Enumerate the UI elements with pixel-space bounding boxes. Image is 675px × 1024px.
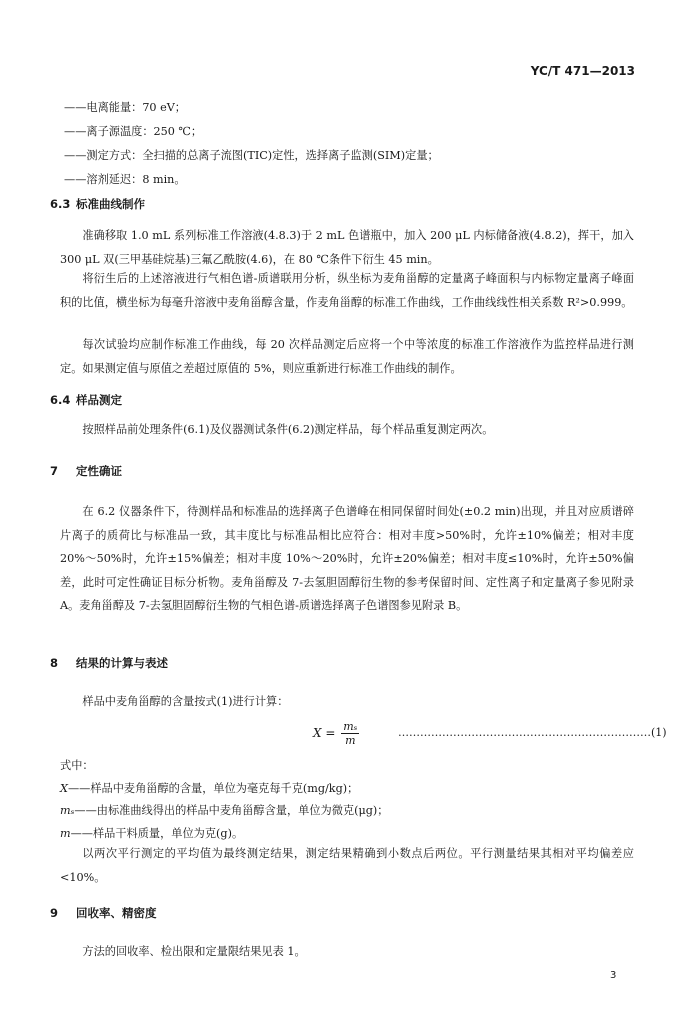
where-label: 式中： <box>60 759 94 772</box>
section-number: 8 <box>50 656 59 670</box>
section-title: 样品测定 <box>76 393 122 407</box>
definition-text: ——样品中麦角甾醇的含量，单位为毫克每千克(mg/kg)； <box>67 781 359 795</box>
standard-code: YC/T 471—2013 <box>530 64 635 78</box>
paragraph-6-3-3: 每次试验均应制作标准工作曲线，每 20 次样品测定后应将一个中等浓度的标准工作溶液作为监控样品进行测定。如果测定值与原值之差超过原值的 5%，则应重新进行标准工作曲线的制作。 <box>60 338 634 375</box>
section-heading-6-4 <box>50 392 122 408</box>
formula-1 <box>313 720 359 747</box>
section-title: 标准曲线制作 <box>76 197 145 211</box>
param-ion-source-temp: ——离子源温度：250 ℃； <box>64 125 203 138</box>
section-number: 7 <box>50 464 59 478</box>
section-heading-6-3 <box>50 196 145 212</box>
section-number: 6.4 <box>50 393 71 407</box>
paragraph-7-1: 在 6.2 仪器条件下，待测样品和标准品的选择离子色谱峰在相同保留时间处(±0.2 min)出现，并且对应质谱碎片离子的质荷比与标准品一致，其丰度比与标准品相比应符合：相对丰度>50%时，允许±10%偏差；相对丰度 20%～50%时，允许±15%偏差；相对丰度 10%～20%时，允许±20%偏差；相对丰度≤10%时，允许±50%偏差，此时可定性确证目标分析物。麦角甾醇及 7-去氢胆固醇衍生物的参考保留时间、定性离子和定量离子参见附录 A。麦角甾醇及 7-去氢胆固醇衍生物的气相色谱-质谱选择离子色谱图参见附录 B。 <box>60 505 634 612</box>
paragraph-6-3-2: 将衍生后的上述溶液进行气相色谱-质谱联用分析，纵坐标为麦角甾醇的定量离子峰面积与内标物定量离子峰面积的比值，横坐标为每毫升溶液中麦角甾醇含量，作麦角甾醇的标准工作曲线，工作曲线线性相关系数 R²>0.999。 <box>60 272 634 309</box>
section-title: 回收率、精密度 <box>76 906 157 920</box>
definition-row <box>60 800 634 823</box>
paragraph-6-4-1: 按照样品前处理条件(6.1)及仪器测试条件(6.2)测定样品，每个样品重复测定两次。 <box>82 423 494 436</box>
definition-row <box>60 778 634 801</box>
paragraph-8-result: 以两次平行测定的平均值为最终测定结果，测定结果精确到小数点后两位。平行测量结果其相对平均偏差应<10%。 <box>60 847 634 884</box>
definition-text: ——由标准曲线得出的样品中麦角甾醇含量，单位为微克(μg)； <box>74 804 389 817</box>
equation-number: (1) <box>651 726 667 739</box>
formula-numerator: mₛ <box>343 720 358 733</box>
param-ionization-energy: ——电离能量：70 eV； <box>64 101 186 114</box>
formula-definitions <box>60 755 634 845</box>
page-number: 3 <box>610 970 617 981</box>
section-title: 定性确证 <box>76 464 122 478</box>
definition-symbol: X <box>60 781 68 795</box>
section-title: 结果的计算与表述 <box>76 656 168 670</box>
param-solvent-delay: ——溶剂延迟：8 min。 <box>64 173 186 186</box>
equation-number-line <box>398 726 667 739</box>
paragraph-9-1: 方法的回收率、检出限和定量限结果见表 1。 <box>82 945 306 958</box>
section-heading-8 <box>50 655 168 671</box>
formula-lhs: X = <box>313 726 336 740</box>
formula-denominator: m <box>345 734 356 747</box>
paragraph-6-3-1: 准确移取 1.0 mL 系列标准工作溶液(4.8.3)于 2 mL 色谱瓶中，加入 200 μL 内标储备液(4.8.2)，挥干，加入 300 μL 双(三甲基硅烷基)三氟乙酰胺(4.6)，在 80 ℃条件下衍生 45 min。 <box>60 229 634 266</box>
section-number: 6.3 <box>50 197 71 211</box>
definition-text: ——样品干料质量，单位为克(g)。 <box>70 826 244 840</box>
instrument-params-list <box>64 96 624 192</box>
leader-dots: …………………………………………………………… <box>398 726 651 739</box>
section-heading-7 <box>50 463 122 479</box>
formula-fraction <box>341 720 359 747</box>
definition-symbol: m <box>60 826 71 840</box>
section-number: 9 <box>50 906 59 920</box>
param-measurement-mode: ——测定方式：全扫描的总离子流图(TIC)定性，选择离子监测(SIM)定量； <box>64 149 439 162</box>
section-heading-9 <box>50 905 157 921</box>
paragraph-8-intro: 样品中麦角甾醇的含量按式(1)进行计算： <box>82 695 289 708</box>
definition-symbol: mₛ <box>60 804 75 817</box>
